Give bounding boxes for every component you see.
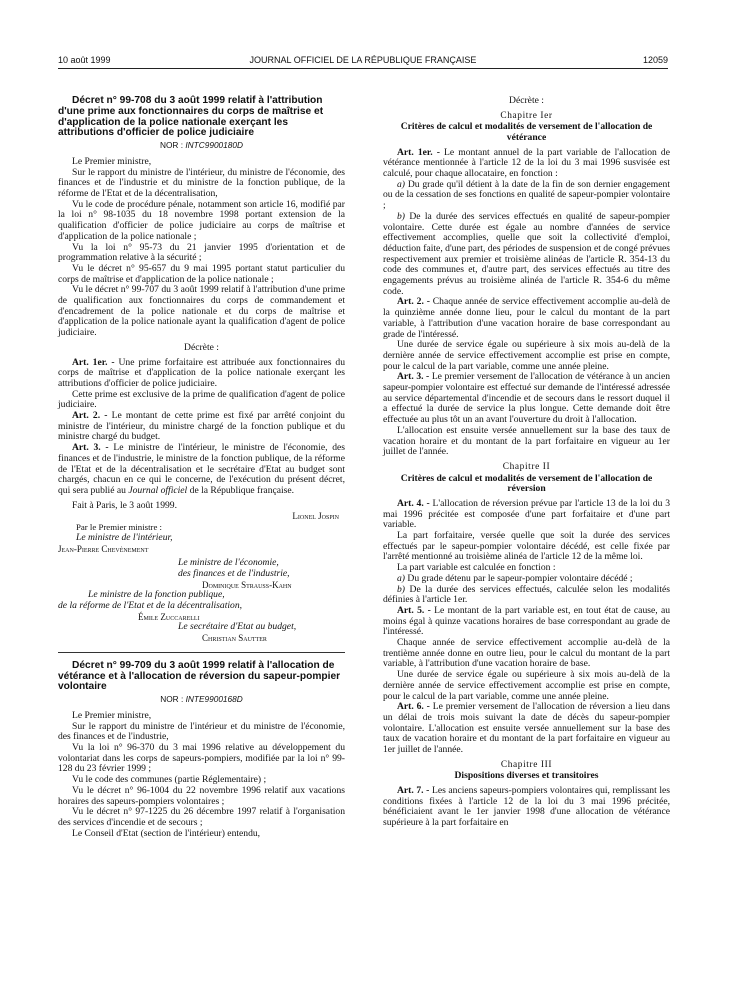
decree1-visa-1: Sur le rapport du ministre de l'intérieur, du ministre de l'économie, des finances et de l'industrie et du ministre de la fonction publique, de la réforme de l'Etat et de la décentralisation, bbox=[58, 166, 345, 199]
decree1-title: Décret n° 99-708 du 3 août 1999 relatif à l'attribution d'une prime aux fonctionnaires du corps de maîtrise et d'application de la police nationale exerçant les attributions d'officier de police judiciaire bbox=[58, 95, 324, 139]
decree2-nor bbox=[58, 694, 345, 705]
header-journal-title: JOURNAL OFFICIEL DE LA RÉPUBLIQUE FRANÇAISE bbox=[249, 55, 477, 65]
decree1-visa-4: Vu le décret n° 95-657 du 9 mai 1995 portant statut particulier du corps de maîtrise et d'application de la police nationale ; bbox=[58, 262, 345, 285]
decree2-art1-label: Art. 1er. - bbox=[397, 146, 440, 158]
decree1-visa-5: Vu le décret n° 99-707 du 3 août 1999 relatif à l'attribution d'une prime de qualification aux fonctionnaires du corps de commandement et d'encadrement de la police nationale et du corps de maîtrise et d'application de la police nationale ayant la qualification d'agent de police judiciaire. bbox=[58, 284, 345, 339]
decree2-art2-p2: Une durée de service égale ou supérieure à six mois au-delà de la dernière année de service effectivement accomplie est prise en compte, pour le calcul de la part variable, comme une année pleine. bbox=[383, 339, 670, 372]
header-date: 10 août 1999 bbox=[58, 55, 111, 65]
decree2-visa-5: Vu le décret n° 97-1225 du 26 décembre 1997 relatif à l'organisation des services d'incendie et de secours ; bbox=[58, 806, 345, 828]
decree1-min-fp-title1: Le ministre de la fonction publique, bbox=[88, 589, 225, 601]
decree2-art4-p2: La part forfaitaire, versée quelle que soit la durée des services effectués par le sapeur-pompier volontaire décédé, est celle fixée par l'arrêté mentionné au troisième alinéa de l'article 12 de la même loi. bbox=[383, 529, 670, 563]
running-header bbox=[58, 55, 668, 69]
decree1-art1-label: Art. 1er. - bbox=[72, 356, 115, 368]
decree2-art2-label: Art. 2. - bbox=[397, 296, 430, 308]
decree2-visa-2: Vu la loi n° 96-370 du 3 mai 1996 relative au développement du volontariat dans les corps de sapeurs-pompiers, modifiée par la loi n° 99-128 du 23 février 1999 ; bbox=[58, 742, 345, 775]
decree1-min-eco-title2: des finances et de l'industrie, bbox=[178, 567, 290, 579]
decree1-visa-3: Vu la loi n° 95-73 du 21 janvier 1995 d'orientation et de programmation relative à la sécurité ; bbox=[58, 241, 345, 264]
decree2-art5-p3: Une durée de service égale ou supérieure à six mois au-delà de la dernière année de service effectivement accomplie est prise en compte, pour le calcul de la part variable, comme une année pleine. bbox=[383, 669, 670, 702]
decree1-min-eco-title1: Le ministre de l'économie, bbox=[178, 557, 279, 569]
decree1-visa-2: Vu le code de procédure pénale, notamment son article 16, modifié par la loi n° 98-1035 du 18 novembre 1998 portant extension de la qualification d'officier de police judiciaire au corps de maîtrise et d'application de la police nationale ; bbox=[58, 198, 345, 242]
decree2-decrete: Décrète : bbox=[509, 95, 544, 106]
decree2-visa-4: Vu le décret n° 96-1004 du 22 novembre 1996 relatif aux vacations horaires des sapeurs-pompiers volontaires ; bbox=[58, 784, 345, 807]
decree2-art4-a-text: Du grade détenu par le sapeur-pompier volontaire décédé ; bbox=[407, 572, 633, 584]
decree2-chapter2-title: Critères de calcul et modalités de versement de l'allocation de réversion bbox=[400, 472, 653, 495]
decree2-art5-label: Art. 5. - bbox=[397, 604, 431, 616]
decree1-sec-budget-name: Christian Sautter bbox=[202, 633, 267, 644]
decree1-nor-label: NOR : bbox=[159, 140, 184, 151]
decree1-min-fp-name: Émile Zuccarelli bbox=[138, 611, 200, 622]
decree2-chapter1-label: Chapitre Ier bbox=[500, 110, 553, 121]
header-page-number: 12059 bbox=[642, 55, 668, 65]
decree2-art4-a-label: a) bbox=[397, 572, 405, 584]
decree2-visa-1: Sur le rapport du ministre de l'intérieur et du ministre de l'économie, des finances et de l'industrie, bbox=[58, 720, 345, 743]
header-rule bbox=[58, 68, 668, 69]
decree2-art2 bbox=[383, 297, 670, 340]
decree2-art3-label: Art. 3. - bbox=[397, 371, 430, 383]
decree2-art3-text: Le premier versement de l'allocation de vétérance à un ancien sapeur-pompier volontaire est effectué sur demande de l'intéressé adressée au service départemental d'incendie et de secours dans le ressort duquel il a effectué la durée de service la plus longue. Cette demande doit être effectuée au plus tôt un an avant l'ouverture du droit à l'allocation. bbox=[383, 371, 671, 426]
decree1-art2 bbox=[58, 411, 345, 443]
decree1-sec-budget-title: Le secrétaire d'Etat au budget, bbox=[178, 621, 297, 633]
decree1-art3 bbox=[58, 443, 345, 497]
decree1-nor-code: INTC9900180D bbox=[185, 140, 244, 151]
decree1-art1-p2: Cette prime est exclusive de la prime de qualification d'agent de police judiciaire. bbox=[58, 388, 345, 411]
decree2-art4 bbox=[383, 499, 670, 531]
decree1-intro: Le Premier ministre, bbox=[72, 155, 152, 167]
decree2-art4-b-label: b) bbox=[397, 583, 405, 595]
decree1-art3-label: Art. 3. - bbox=[72, 442, 109, 454]
decree1-decrete: Décrète : bbox=[184, 341, 219, 353]
decree1-art1 bbox=[58, 358, 345, 390]
decree1-min-int-name: Jean-Pierre Chevènement bbox=[58, 543, 149, 554]
decree1-art2-label: Art. 2. - bbox=[72, 410, 108, 422]
decree2-title: Décret n° 99-709 du 3 août 1999 relatif à l'allocation de vétérance et à l'allocation de réversion du sapeur-pompier volontaire bbox=[58, 659, 341, 693]
decree2-chapter3-label: Chapitre III bbox=[500, 759, 553, 770]
decree2-art1-b-label: b) bbox=[397, 210, 405, 222]
right-column bbox=[383, 96, 670, 829]
decree2-visa-3: Vu le code des communes (partie Réglementaire) ; bbox=[72, 774, 267, 786]
decree2-nor-label: NOR : bbox=[160, 694, 184, 705]
decree2-art1 bbox=[383, 148, 670, 180]
decree2-art4-label: Art. 4. - bbox=[397, 497, 430, 509]
decree2-chapter1-title: Critères de calcul et modalités de versement de l'allocation de vétérance bbox=[400, 121, 653, 143]
decree2-art5 bbox=[383, 606, 670, 638]
decree1-art3-text-b: de la République française. bbox=[189, 484, 295, 496]
decree2-art3 bbox=[383, 372, 670, 426]
decree2-art1-a bbox=[383, 180, 670, 212]
decree1-sig-pm: Lionel Jospin bbox=[292, 511, 339, 522]
decree2-art7 bbox=[383, 786, 670, 829]
decree1-art3-text-em: Journal officiel bbox=[128, 484, 188, 496]
decree2-art4-b-text: De la durée des services effectués, calculée selon les modalités définies à l'article 1er. bbox=[383, 583, 670, 606]
decree2-art1-text: Le montant annuel de la part variable de l'allocation de vétérance mentionnée à l'article 12 de la loi du 3 mai 1996 susvisée est calculé, pour chaque allocataire, en fonction : bbox=[383, 146, 670, 179]
left-column bbox=[58, 96, 345, 839]
decree2-nor-code: INTE9900168D bbox=[185, 694, 243, 705]
decree1-par-pm: Par le Premier ministre : bbox=[76, 522, 162, 533]
decree2-art6-text: Le premier versement de l'allocation de réversion a lieu dans un délai de trois mois suivant la date de décès du sapeur-pompier volontaire. L'allocation est ensuite versée annuellement sur la base des taux de vacation horaire et du montant de la part forfaitaire en vigueur au 1er juillet de l'année. bbox=[383, 701, 671, 756]
decree2-art4-b bbox=[383, 585, 670, 606]
decree2-art5-text: Le montant de la part variable est, en tout état de cause, au moins égal à quinze vacations horaires de base correspondant au grade de l'intéressé. bbox=[383, 604, 671, 638]
decree2-art7-label: Art. 7. - bbox=[397, 785, 430, 797]
decree2-art1-a-text: Du grade qu'il détient à la date de la fin de son dernier engagement ou de la cessation de ses fonctions en qualité de sapeur-pompier volontaire ; bbox=[383, 178, 670, 212]
decree2-art1-b bbox=[383, 212, 670, 298]
decree2-art1-b-text: De la durée des services effectués en qualité de sapeur-pompier volontaire. Cette durée est égale au nombre d'années de service effectivement accomplies, quelle que soit la collectivité d'emploi, déduction faite, d'une part, des périodes de suspension et de congé prévues respectivement aux premier et troisième alinéas de l'article R. 354-13 du code des communes et, d'autre part, des services effectués au titre des engagements prévus au troisième alinéa de l'article R. 354-6 du même code. bbox=[383, 210, 670, 297]
decree2-art7-text: Les anciens sapeurs-pompiers volontaires qui, remplissant les conditions fixées à l'article 12 de la loi du 3 mai 1996 précitée, bénéficiaient avant le 1er janvier 1998 d'une allocation de vétérance supérieure à la part forfaitaire en bbox=[383, 785, 671, 829]
decree2-art2-text: Chaque année de service effectivement accomplie au-delà de la quinzième année donne lieu, pour le calcul du montant de la part variable, à l'attribution d'une vacation horaire de base correspondant au grade de l'intéressé. bbox=[383, 296, 670, 340]
decree1-art3-text-a: Le ministre de l'intérieur, le ministre de l'économie, des finances et de l'industrie, le ministre de la fonction publique, de la réforme de l'Etat et de la décentralisation et le secrétaire d'Etat au budget sont chargés, chacun en ce qui le concerne, de l'exécution du présent décret, qui sera publié au bbox=[58, 442, 345, 496]
decree2-art6 bbox=[383, 702, 670, 756]
decree2-chapter2-label: Chapitre II bbox=[502, 461, 551, 472]
decree1-min-fp-title2: de la réforme de l'Etat et de la décentralisation, bbox=[58, 600, 243, 612]
decree1-min-eco-name: Dominique Strauss-Kahn bbox=[202, 579, 292, 590]
decree2-art4-p3: La part variable est calculée en fonction : bbox=[397, 562, 556, 574]
decree-separator bbox=[58, 652, 345, 653]
decree2-art5-p2: Chaque année de service effectivement accomplie au-delà de la trentième année donne en outre lieu, pour le calcul du montant de la part variable, à l'attribution d'une vacation horaire de base. bbox=[383, 637, 670, 670]
decree2-chapter3-title: Dispositions diverses et transitoires bbox=[454, 770, 599, 782]
decree2-art6-label: Art. 6. - bbox=[397, 701, 430, 713]
decree2-art4-text: L'allocation de réversion prévue par l'article 13 de la loi du 3 mai 1996 précitée est composée d'une part forfaitaire et d'une part variable. bbox=[383, 497, 671, 531]
decree1-done: Fait à Paris, le 3 août 1999. bbox=[72, 499, 177, 511]
decree2-art3-p2: L'allocation est ensuite versée annuellement sur la base des taux de vacation horaire et du montant de la part forfaitaire en vigueur au 1er juillet de l'année. bbox=[383, 424, 670, 458]
decree1-art2-text: Le montant de cette prime est fixé par arrêté conjoint du ministre de l'intérieur, du ministre chargé de la fonction publique et du ministre chargé du budget. bbox=[58, 410, 345, 443]
decree1-nor bbox=[58, 140, 345, 151]
decree1-art1-text: Une prime forfaitaire est attribuée aux fonctionnaires du corps de maîtrise et d'application de la police nationale exerçant les attributions d'officier de police judiciaire. bbox=[58, 356, 345, 389]
decree1-min-int-title: Le ministre de l'intérieur, bbox=[76, 531, 173, 543]
decree2-art1-a-label: a) bbox=[397, 178, 405, 190]
decree2-visa-6: Le Conseil d'Etat (section de l'intérieur) entendu, bbox=[72, 827, 261, 839]
decree2-intro: Le Premier ministre, bbox=[72, 709, 152, 721]
